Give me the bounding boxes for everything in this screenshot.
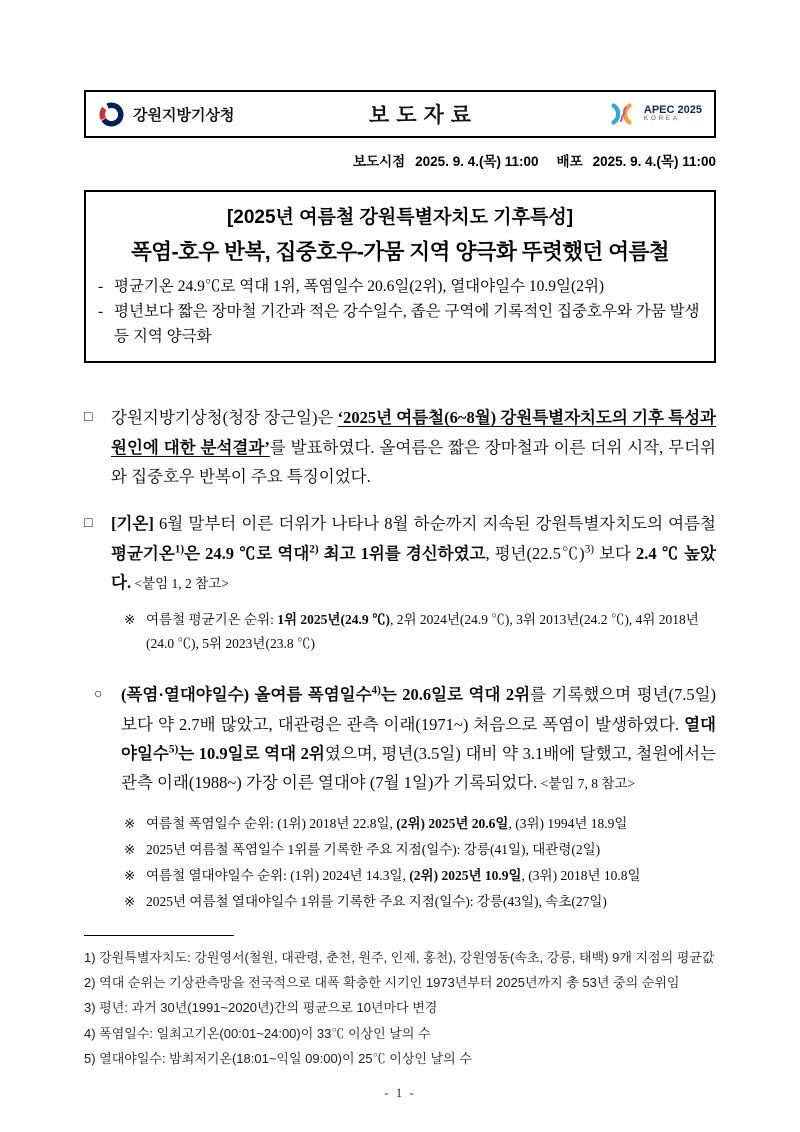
apec-country-label: KOREA bbox=[643, 115, 680, 123]
note-tropical-night-rank bbox=[124, 864, 716, 888]
note-heatwave-rank bbox=[124, 812, 716, 836]
headline-box bbox=[84, 190, 716, 363]
record-rank-highlight: 최고 1위를 경신하였고 bbox=[318, 543, 486, 563]
paragraph-heatwave bbox=[84, 680, 716, 797]
release-time-label: 보도시점 bbox=[352, 154, 406, 169]
footnote-3: 3) 평년: 과거 30년(1991~2020년)간의 평균으로 10년마다 변경 bbox=[84, 1000, 438, 1016]
footnote-ref-1: 1) bbox=[174, 543, 185, 556]
document-body bbox=[84, 403, 716, 914]
paragraph-temperature-text bbox=[111, 509, 716, 597]
text-segment: , (3위) 1994년 18.9일 bbox=[508, 815, 628, 831]
paragraph-temperature bbox=[84, 509, 716, 597]
text-segment: , (3위) 2018년 10.8일 bbox=[521, 868, 641, 884]
text-segment: 를 발표하였다. 올여름은 짧은 장마철과 이른 더위 시작, 무더위와 집중호우 반복이 주요 특징이었다. bbox=[111, 437, 716, 487]
bullet-dash: - bbox=[98, 278, 104, 295]
headline-bullet-1-text: 평균기온 24.9℃로 역대 1위, 폭염일수 20.6일(2위), 열대야일수 10.9일(2위) bbox=[114, 278, 605, 295]
footnote-1: 1) 강원특별자치도: 강원영서(철원, 대관령, 춘천, 원주, 인제, 홍천), 강원영동(속초, 강릉, 태백) 9개 지점의 평균값 bbox=[84, 949, 715, 965]
distribution-value: 2025. 9. 4.(목) 11:00 bbox=[592, 154, 716, 169]
text-segment: 였으며, 평년(3.5일) 대비 약 3.1배에 달했고, 철원에서는 관측 이래(1988~) 가장 이른 열대야 (7월 1일)가 기록되었다. bbox=[121, 743, 716, 793]
headline-bullet-1 bbox=[98, 275, 702, 300]
note-tropical-night-stations-text: 2025년 여름철 열대야일수 1위를 기록한 주요 지점(일수): 강릉(43일), 속초(27일) bbox=[146, 894, 607, 910]
paragraph-overview bbox=[84, 403, 716, 491]
circle-bullet-marker: ○ bbox=[94, 687, 103, 703]
text-segment: 여름철 폭염일수 순위: (1위) 2018년 22.8일, bbox=[146, 815, 397, 831]
text-segment: 를 기록했으며 평년(7.5일)보다 약 2.7배 많았고, 대관령은 관측 이래(1971~) 처음으로 폭염이 발생하였다. bbox=[121, 685, 716, 734]
rank2-highlight: (2위) 2025년 10.9일 bbox=[409, 868, 522, 884]
attachment-ref: <붙임 7, 8 참고> bbox=[537, 776, 636, 792]
text-segment: 평균기온 bbox=[111, 543, 175, 563]
apec-logo-text bbox=[644, 105, 702, 123]
reference-marker: ※ bbox=[124, 894, 136, 910]
note-tropical-night-rank-text bbox=[146, 864, 716, 888]
square-bullet-marker: □ bbox=[84, 516, 93, 532]
footnote-ref-4: 4) bbox=[371, 684, 381, 697]
text-segment: , 2위 2024년(24.9 ℃), 3위 2013년(24.2 ℃), 4위 2018년(24.0 ℃), 5위 2023년(23.8 ℃) bbox=[146, 611, 699, 651]
footnote-4: 4) 폭염일수: 일최고기온(00:01~24:00)이 33℃ 이상인 날의 수 bbox=[84, 1025, 431, 1041]
text-segment: 6월 말부터 이른 더위가 나타나 8월 하순까지 지속된 강원특별자치도의 여름철 bbox=[153, 514, 716, 534]
temp-diff-highlight: 2.4 ℃ 높았다. bbox=[111, 543, 716, 593]
section-tag: [기온] bbox=[111, 514, 154, 534]
square-bullet-marker: □ bbox=[84, 410, 93, 426]
note-heatwave-stations bbox=[124, 838, 716, 862]
tropical-night-days-highlight: 는 10.9일로 역대 2위 bbox=[178, 743, 325, 763]
doc-type-title: 보도자료 bbox=[368, 103, 479, 127]
reference-marker: ※ bbox=[124, 868, 136, 884]
note-avg-temp-ranking bbox=[124, 608, 716, 657]
headline-bullet-2-text: 평년보다 짧은 장마철 기간과 적은 강수일수, 좁은 구역에 기록적인 집중호우와 가뭄 발생 등 지역 양극화 bbox=[114, 302, 700, 345]
footnote-ref-2: 2) bbox=[309, 543, 319, 556]
footnote-divider bbox=[84, 935, 234, 936]
heatwave-days-highlight: 는 20.6일로 역대 2위 bbox=[380, 685, 531, 705]
note-tropical-night-stations bbox=[124, 890, 716, 914]
bullet-dash: - bbox=[98, 302, 104, 320]
headline-subtitle: [2025년 여름철 강원특별자치도 기후특성] bbox=[226, 207, 574, 228]
rank1-highlight: 1위 2025년(24.9 ℃) bbox=[277, 611, 390, 627]
analysis-result-highlight: ‘2025년 여름철(6~8월) 강원특별자치도의 기후 특성과 원인에 대한 분석결과’ bbox=[111, 408, 716, 457]
release-info bbox=[84, 150, 716, 170]
release-time-value: 2025. 9. 4.(목) 11:00 bbox=[415, 154, 539, 169]
note-heatwave-stations-text: 2025년 여름철 폭염일수 1위를 기록한 주요 지점(일수): 강릉(41일), 대관령(2일) bbox=[146, 841, 601, 857]
text-segment: , 평년(22.5℃) bbox=[485, 543, 585, 563]
reference-marker: ※ bbox=[124, 815, 136, 831]
government-emblem-icon bbox=[98, 101, 125, 128]
tropical-night-highlight: 열대야일수 bbox=[121, 714, 716, 763]
header-box bbox=[84, 90, 716, 138]
paragraph-overview-text bbox=[111, 403, 716, 491]
apec-swoosh-icon bbox=[606, 101, 638, 127]
distribution-label: 배포 bbox=[556, 154, 583, 169]
headline-bullet-2 bbox=[98, 300, 702, 350]
footnotes-section bbox=[84, 935, 716, 1072]
text-segment: 보다 bbox=[594, 543, 636, 563]
text-segment: 여름철 평균기온 순위: bbox=[146, 611, 278, 627]
page-number: - 1 - bbox=[384, 1085, 416, 1101]
heatwave-highlight: (폭염·열대야일수) 올여름 폭염일수 bbox=[121, 685, 372, 705]
record-temp-highlight: 은 24.9 ℃로 역대 bbox=[184, 543, 310, 563]
footnote-2: 2) 역대 순위는 기상관측망을 전국적으로 대폭 확충한 시기인 1973년부터 2025년까지 총 53년 중의 순위임 bbox=[84, 975, 680, 991]
headline-title: 폭염-호우 반복, 집중호우-가뭄 지역 양극화 뚜렷했던 여름철 bbox=[130, 240, 670, 264]
distribution-time bbox=[557, 150, 716, 170]
reference-marker: ※ bbox=[124, 611, 136, 627]
reference-marker: ※ bbox=[124, 841, 136, 857]
note-heatwave-rank-text bbox=[146, 812, 716, 836]
attachment-ref: <붙임 1, 2 참고> bbox=[131, 576, 229, 592]
text-segment: 여름철 열대야일수 순위: (1위) 2024년 14.3일, bbox=[146, 868, 410, 884]
paragraph-heatwave-text bbox=[121, 680, 716, 797]
footnote-ref-3: 3) bbox=[584, 543, 595, 556]
agency-brand bbox=[98, 101, 308, 128]
footnote-5: 5) 열대야일수: 밤최저기온(18:01~익일 09:00)이 25℃ 이상인 날의 수 bbox=[84, 1051, 472, 1067]
apec-logo bbox=[532, 101, 702, 127]
notes-heatwave-rankings bbox=[84, 812, 716, 915]
text-segment: 강원지방기상청(청장 장근일)은 bbox=[111, 408, 338, 428]
headline-bullets bbox=[98, 275, 702, 349]
release-time bbox=[353, 150, 539, 170]
rank2-highlight: (2위) 2025년 20.6일 bbox=[396, 815, 509, 831]
footnote-ref-5: 5) bbox=[168, 743, 179, 756]
note-avg-temp-ranking-text bbox=[146, 608, 716, 657]
apec-name-label: APEC 2025 bbox=[643, 103, 702, 116]
agency-name: 강원지방기상청 bbox=[133, 106, 235, 124]
